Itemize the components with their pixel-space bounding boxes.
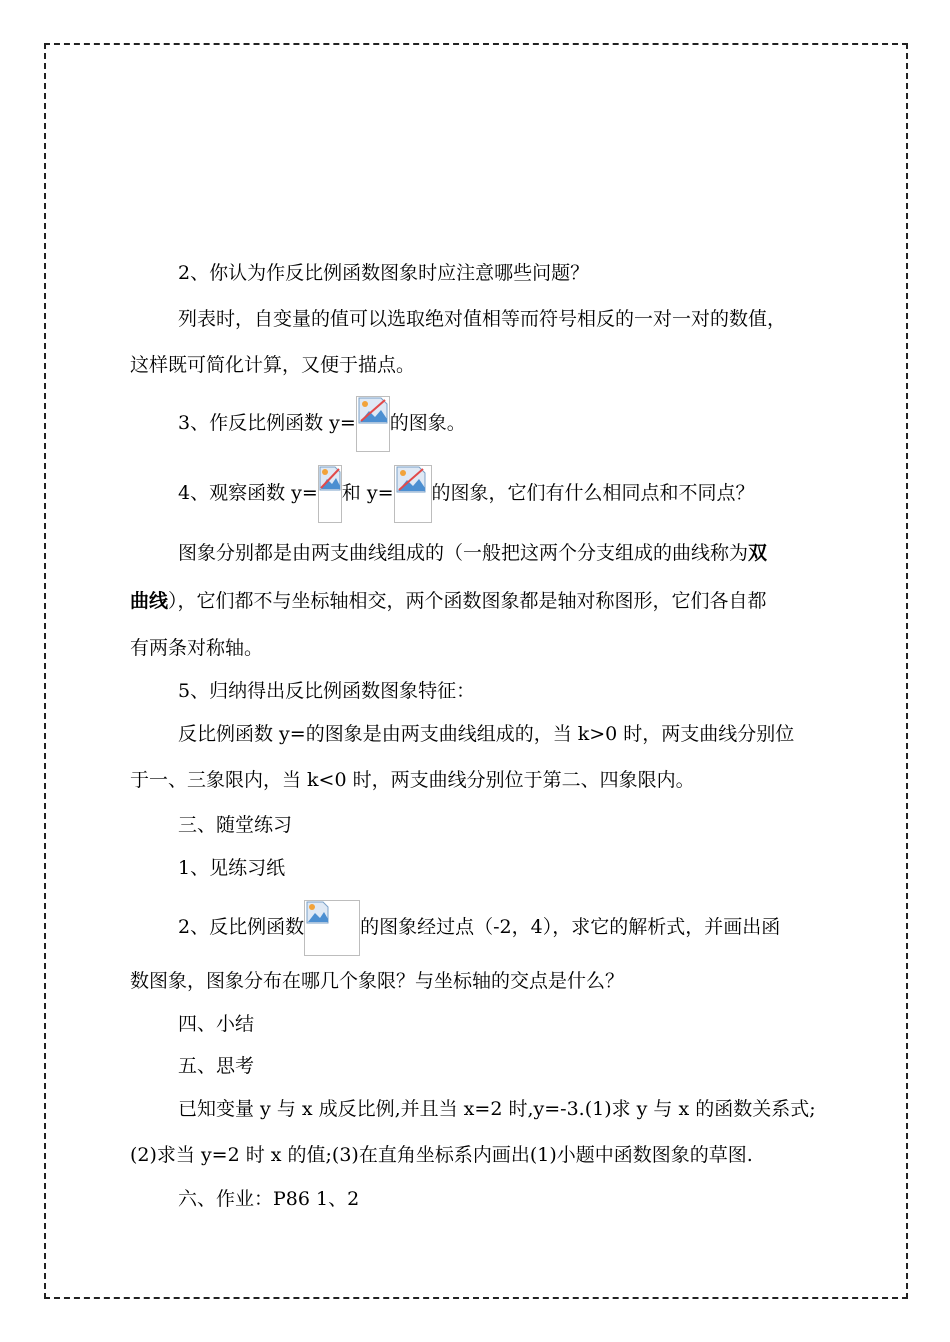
section-4-title: 四、小结 bbox=[178, 1013, 255, 1035]
formula-image bbox=[394, 465, 432, 523]
thinking-line-1: 已知变量 y 与 x 成反比例,并且当 x=2 时,y=-3.(1)求 y 与 x 的函数关系式; bbox=[178, 1098, 816, 1120]
answer-5-line-1: 反比例函数 y=的图象是由两支曲线组成的，当 k>0 时，两支曲线分别位 bbox=[178, 723, 795, 745]
broken-image-icon bbox=[395, 466, 431, 522]
answer-4-line-1-text: 图象分别都是由两支曲线组成的（一般把这两个分支组成的曲线称为 bbox=[178, 542, 749, 564]
question-4 bbox=[178, 465, 755, 523]
formula-image bbox=[356, 396, 390, 452]
exercise-2-suffix: 的图象经过点（-2，4），求它的解析式，并画出函 bbox=[360, 916, 781, 938]
formula-image bbox=[304, 900, 360, 956]
question-4-suffix: 的图象，它们有什么相同点和不同点？ bbox=[431, 482, 755, 504]
question-2: 2、你认为作反比例函数图象时应注意哪些问题？ bbox=[178, 262, 590, 284]
answer-4-line-1 bbox=[178, 541, 767, 565]
question-3-suffix: 的图象。 bbox=[389, 412, 466, 434]
answer-4-line-2-text: ），它们都不与坐标轴相交，两个函数图象都是轴对称图形，它们各自都 bbox=[168, 590, 767, 612]
answer-4-bold-term-end: 曲线 bbox=[130, 590, 169, 612]
broken-image-icon bbox=[305, 901, 359, 955]
thinking-line-2: (2)求当 y=2 时 x 的值;(3)在直角坐标系内画出(1)小题中函数图象的草图. bbox=[130, 1144, 753, 1166]
question-4-prefix: 4、观察函数 y= bbox=[178, 482, 318, 504]
broken-image-icon bbox=[357, 397, 389, 451]
exercise-2-prefix: 2、反比例函数 bbox=[178, 916, 305, 938]
answer-4-line-2 bbox=[130, 589, 767, 613]
answer-4-bold-term-start: 双 bbox=[748, 542, 768, 564]
question-4-middle: 和 y= bbox=[341, 482, 394, 504]
section-3-title: 三、随堂练习 bbox=[178, 814, 293, 836]
question-3-prefix: 3、作反比例函数 y= bbox=[178, 412, 356, 434]
formula-image bbox=[318, 465, 342, 523]
question-3 bbox=[178, 396, 466, 452]
exercise-2-line-1 bbox=[178, 900, 780, 956]
answer-4-line-3: 有两条对称轴。 bbox=[130, 637, 264, 659]
answer-5-line-2: 于一、三象限内，当 k<0 时，两支曲线分别位于第二、四象限内。 bbox=[130, 769, 695, 791]
section-5-title: 五、思考 bbox=[178, 1055, 255, 1077]
answer-2-line-2: 这样既可简化计算，又便于描点。 bbox=[130, 354, 416, 376]
answer-2-line-1: 列表时，自变量的值可以选取绝对值相等而符号相反的一对一对的数值， bbox=[178, 308, 787, 330]
section-6-homework: 六、作业：P86 1、2 bbox=[178, 1188, 360, 1210]
exercise-1: 1、见练习纸 bbox=[178, 857, 286, 879]
exercise-2-line-2: 数图象，图象分布在哪几个象限？与坐标轴的交点是什么？ bbox=[130, 970, 625, 992]
broken-image-icon bbox=[319, 466, 341, 522]
question-5: 5、归纳得出反比例函数图象特征： bbox=[178, 680, 476, 702]
